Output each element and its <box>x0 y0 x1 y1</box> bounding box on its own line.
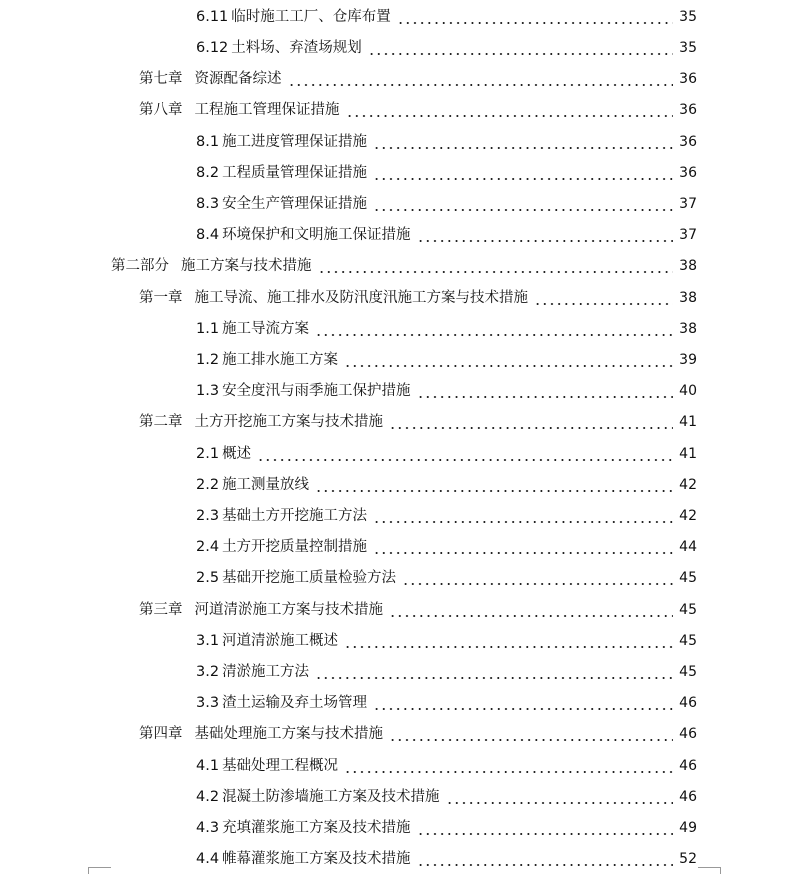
toc-entry-number: 6.12 <box>196 40 229 56</box>
toc-page-number: 44 <box>679 539 697 555</box>
toc-entry[interactable] <box>196 847 697 871</box>
toc-entry-number: 2.1 <box>196 446 220 462</box>
toc-entry[interactable] <box>196 36 697 60</box>
toc-page-number: 42 <box>679 477 697 493</box>
toc-entry-label <box>196 161 367 185</box>
toc-entry[interactable] <box>139 98 697 122</box>
toc-entry-title: 清淤施工方法 <box>222 664 310 680</box>
toc-dot-leader <box>315 490 673 492</box>
toc-dot-leader <box>417 864 673 866</box>
toc-page-number: 45 <box>679 570 697 586</box>
toc-entry-label <box>196 629 338 653</box>
toc-dot-leader <box>373 552 673 554</box>
toc-entry-number: 第八章 <box>139 102 183 118</box>
toc-entry[interactable] <box>196 691 697 715</box>
toc-entry-label <box>196 754 338 778</box>
toc-entry-label <box>196 442 251 466</box>
toc-entry-title: 施工测量放线 <box>222 477 310 493</box>
toc-entry-label <box>196 816 411 840</box>
toc-entry-number: 8.2 <box>196 165 220 181</box>
toc-entry-number: 4.1 <box>196 758 220 774</box>
toc-entry[interactable] <box>139 286 697 310</box>
toc-entry-number: 2.4 <box>196 539 220 555</box>
toc-entry-number: 1.2 <box>196 352 220 368</box>
toc-page-number: 45 <box>679 664 697 680</box>
toc-entry[interactable] <box>196 317 697 341</box>
toc-dot-leader <box>446 802 673 804</box>
toc-page-number: 46 <box>679 789 697 805</box>
toc-page-number: 37 <box>679 227 697 243</box>
toc-entry-label <box>196 36 362 60</box>
toc-entry-number: 2.5 <box>196 570 220 586</box>
toc-entry-title: 基础处理工程概况 <box>222 758 339 774</box>
toc-entry-title: 基础土方开挖施工方法 <box>222 508 368 524</box>
toc-page-number: 39 <box>679 352 697 368</box>
toc-page-number: 52 <box>679 851 697 867</box>
toc-entry-number: 6.11 <box>196 9 229 25</box>
toc-entry[interactable] <box>196 754 697 778</box>
toc-entry-title: 充填灌浆施工方案及技术措施 <box>222 820 411 836</box>
toc-entry-title: 环境保护和文明施工保证措施 <box>222 227 411 243</box>
toc-entry[interactable] <box>196 566 697 590</box>
toc-entry[interactable] <box>111 254 697 278</box>
toc-dot-leader <box>344 771 673 773</box>
toc-entry-number: 第二部分 <box>111 258 169 274</box>
toc-entry[interactable] <box>196 192 697 216</box>
toc-entry-title: 渣土运输及弃土场管理 <box>222 695 368 711</box>
toc-entry-number: 3.3 <box>196 695 220 711</box>
toc-dot-leader <box>389 427 673 429</box>
toc-dot-leader <box>315 334 673 336</box>
toc-dot-leader <box>315 677 673 679</box>
toc-entry-label <box>196 473 309 497</box>
toc-entry-title: 概述 <box>222 446 252 462</box>
toc-entry-label <box>196 566 396 590</box>
toc-dot-leader <box>389 615 673 617</box>
toc-entry-label <box>196 348 338 372</box>
toc-entry-number: 第七章 <box>139 71 183 87</box>
toc-entry[interactable] <box>196 785 697 809</box>
toc-dot-leader <box>373 708 673 710</box>
toc-dot-leader <box>417 240 673 242</box>
toc-entry-title: 工程施工管理保证措施 <box>194 102 340 118</box>
toc-entry[interactable] <box>196 473 697 497</box>
toc-dot-leader <box>373 209 673 211</box>
toc-entry-number: 2.2 <box>196 477 220 493</box>
toc-entry-title: 施工进度管理保证措施 <box>222 134 368 150</box>
toc-dot-leader <box>397 22 673 24</box>
toc-page-number: 46 <box>679 758 697 774</box>
toc-entry-label <box>139 98 340 122</box>
toc-page-number: 36 <box>679 71 697 87</box>
toc-dot-leader <box>417 396 673 398</box>
toc-entry[interactable] <box>196 535 697 559</box>
toc-entry-title: 施工导流、施工排水及防汛度汛施工方案与技术措施 <box>194 290 528 306</box>
toc-entry[interactable] <box>196 379 697 403</box>
page-corner-mark-left <box>88 867 111 874</box>
toc-page-number: 38 <box>679 321 697 337</box>
toc-page-number: 36 <box>679 134 697 150</box>
toc-entry-number: 1.1 <box>196 321 220 337</box>
toc-entry-number: 1.3 <box>196 383 220 399</box>
toc-entry-number: 4.4 <box>196 851 220 867</box>
toc-entry-title: 工程质量管理保证措施 <box>222 165 368 181</box>
toc-entry-title: 河道清淤施工方案与技术措施 <box>194 602 383 618</box>
toc-entry[interactable] <box>196 442 697 466</box>
toc-entry[interactable] <box>196 504 697 528</box>
toc-entry-title: 临时施工工厂、仓库布置 <box>231 9 391 25</box>
toc-dot-leader <box>257 459 673 461</box>
toc-entry-label <box>196 223 411 247</box>
toc-entry[interactable] <box>196 223 697 247</box>
toc-entry-number: 第四章 <box>139 726 183 742</box>
toc-dot-leader <box>373 147 673 149</box>
toc-entry-number: 8.3 <box>196 196 220 212</box>
toc-entry-label <box>196 317 309 341</box>
toc-dot-leader <box>373 521 673 523</box>
toc-entry-number: 8.1 <box>196 134 220 150</box>
toc-dot-leader <box>344 365 673 367</box>
toc-page-number: 36 <box>679 165 697 181</box>
toc-entry[interactable] <box>139 722 697 746</box>
toc-entry-label <box>196 660 309 684</box>
toc-page-number: 46 <box>679 726 697 742</box>
toc-entry-title: 资源配备综述 <box>194 71 282 87</box>
toc-entry-title: 安全度汛与雨季施工保护措施 <box>222 383 411 399</box>
toc-page-number: 45 <box>679 633 697 649</box>
toc-entry-label <box>139 598 383 622</box>
toc-page-number: 38 <box>679 258 697 274</box>
toc-entry-label <box>196 192 367 216</box>
toc-entry-number: 第一章 <box>139 290 183 306</box>
toc-entry-label <box>196 785 440 809</box>
toc-entry[interactable] <box>196 5 697 29</box>
toc-page-number: 42 <box>679 508 697 524</box>
toc-entry-title: 土方开挖施工方案与技术措施 <box>194 414 383 430</box>
toc-entry-label <box>196 847 411 871</box>
toc-entry-label <box>139 722 383 746</box>
toc-entry-number: 第二章 <box>139 414 183 430</box>
toc-entry-title: 土方开挖质量控制措施 <box>222 539 368 555</box>
toc-entry-number: 4.2 <box>196 789 220 805</box>
toc-dot-leader <box>288 84 674 86</box>
toc-entry-label <box>196 130 367 154</box>
toc-page-number: 41 <box>679 446 697 462</box>
toc-page-number: 35 <box>679 40 697 56</box>
toc-entry[interactable] <box>139 67 697 91</box>
toc-entry[interactable] <box>139 598 697 622</box>
toc-dot-leader <box>346 115 674 117</box>
toc-entry-label <box>196 5 391 29</box>
page-corner-mark-right <box>698 867 721 874</box>
toc-entry-title: 安全生产管理保证措施 <box>222 196 368 212</box>
toc-entry-title: 土料场、弃渣场规划 <box>231 40 362 56</box>
toc-dot-leader <box>534 303 673 305</box>
toc-page-number: 37 <box>679 196 697 212</box>
toc-entry-number: 3.1 <box>196 633 220 649</box>
toc-entry-title: 施工排水施工方案 <box>222 352 339 368</box>
toc-entry[interactable] <box>196 130 697 154</box>
toc-dot-leader <box>318 271 674 273</box>
toc-entry-label <box>111 254 312 278</box>
toc-entry[interactable] <box>196 629 697 653</box>
toc-entry-title: 河道清淤施工概述 <box>222 633 339 649</box>
toc-entry[interactable] <box>196 348 697 372</box>
toc-entry-number: 第三章 <box>139 602 183 618</box>
toc-entry-title: 施工导流方案 <box>222 321 310 337</box>
toc-entry-label <box>196 535 367 559</box>
toc-page-number: 41 <box>679 414 697 430</box>
toc-entry-label <box>139 286 528 310</box>
toc-entry-title: 基础处理施工方案与技术措施 <box>194 726 383 742</box>
toc-page-number: 49 <box>679 820 697 836</box>
toc-entry-label <box>196 691 367 715</box>
toc-entry[interactable] <box>196 161 697 185</box>
toc-entry-title: 帷幕灌浆施工方案及技术措施 <box>222 851 411 867</box>
toc-entry[interactable] <box>196 660 697 684</box>
toc-entry-number: 8.4 <box>196 227 220 243</box>
toc-page-number: 46 <box>679 695 697 711</box>
toc-entry[interactable] <box>139 410 697 434</box>
toc-page-number: 45 <box>679 602 697 618</box>
toc-entry[interactable] <box>196 816 697 840</box>
toc-entry-label <box>196 379 411 403</box>
toc-dot-leader <box>389 739 673 741</box>
toc-entry-title: 基础开挖施工质量检验方法 <box>222 570 397 586</box>
toc-page-number: 35 <box>679 9 697 25</box>
toc-page-number: 38 <box>679 290 697 306</box>
toc-page-number: 40 <box>679 383 697 399</box>
toc-dot-leader <box>373 178 673 180</box>
toc-entry-title: 混凝土防渗墙施工方案及技术措施 <box>222 789 440 805</box>
toc-entry-label <box>139 410 383 434</box>
toc-entry-number: 3.2 <box>196 664 220 680</box>
toc-entry-label <box>139 67 282 91</box>
toc-page-number: 36 <box>679 102 697 118</box>
toc-entry-title: 施工方案与技术措施 <box>181 258 312 274</box>
toc-entry-number: 4.3 <box>196 820 220 836</box>
toc-dot-leader <box>344 646 673 648</box>
toc-entry-number: 2.3 <box>196 508 220 524</box>
toc-dot-leader <box>402 583 673 585</box>
toc-dot-leader <box>417 833 673 835</box>
toc-dot-leader <box>368 53 673 55</box>
toc-entry-label <box>196 504 367 528</box>
